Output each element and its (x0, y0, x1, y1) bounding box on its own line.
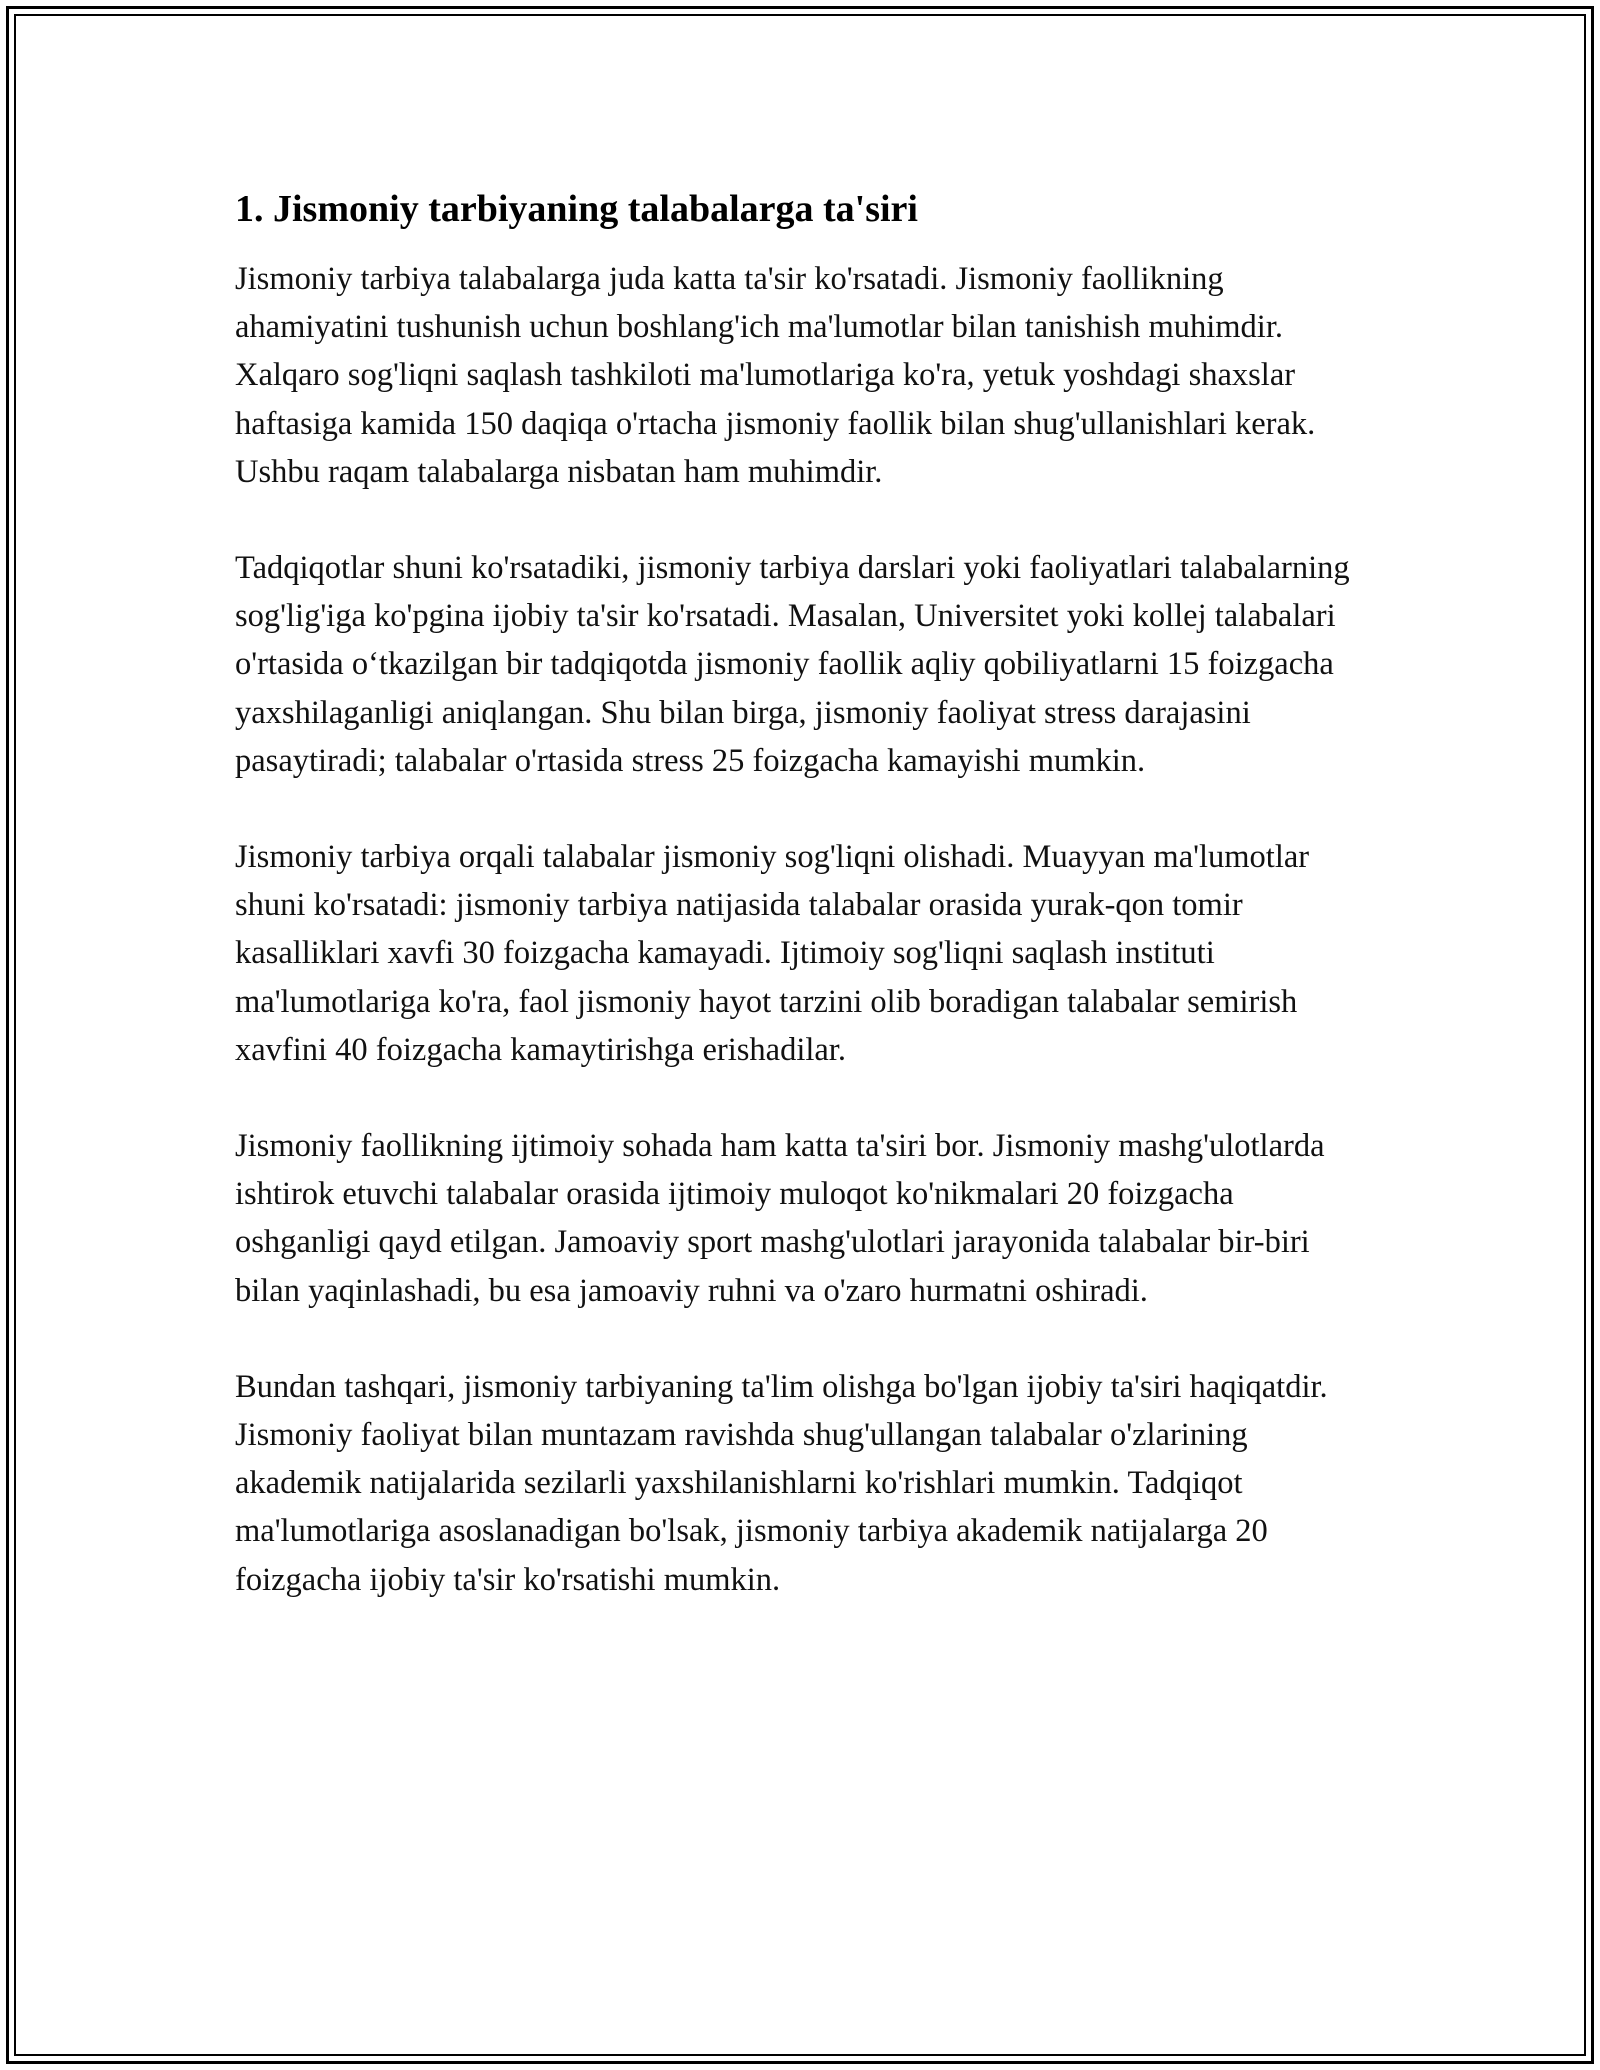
paragraph-social: Jismoniy faollikning ijtimoiy sohada ham katta ta'siri bor. Jismoniy mashg'ulotlarda ishtirok etuvchi talabalar orasida ijtimoiy muloqot ko'nikmalari 20 foizgacha oshganligi qayd etilgan. Jamoaviy sport mashg'ulotlari jarayonida talabalar bir-biri bilan yaqinlashadi, bu esa jamoaviy ruhni va o'zaro hurmatni oshiradi. (235, 1128, 1325, 1309)
paragraph-physical-health: Jismoniy tarbiya orqali talabalar jismoniy sog'liqni olishadi. Muayyan ma'lumotlar shuni ko'rsatadi: jismoniy tarbiya natijasida talabalar orasida yurak-qon tomir kasalliklari xavfi 30 foizgacha kamayadi. Ijtimoiy sog'liqni saqlash instituti ma'lumotlariga ko'ra, faol jismoniy hayot tarzini olib boradigan talabalar semirish xavfini 40 foizgacha kamaytirishga erishadilar. (235, 839, 1310, 1068)
section-heading: 1. Jismoniy tarbiyaning talabalarga ta'siri (235, 188, 918, 230)
paragraph-academic: Bundan tashqari, jismoniy tarbiyaning ta'lim olishga bo'lgan ijobiy ta'siri haqiqatdir. Jismoniy faoliyat bilan muntazam ravishda shug'ullangan talabalar o'zlarining akademik natijalarida sezilarli yaxshilanishlarni ko'rishlari mumkin. Tadqiqot ma'lumotlariga asoslanadigan bo'lsak, jismoniy tarbiya akademik natijalarga 20 foizgacha ijobiy ta'sir ko'rsatishi mumkin. (235, 1368, 1328, 1598)
paragraph-research: Tadqiqotlar shuni ko'rsatadiki, jismoniy tarbiya darslari yoki faoliyatlari talabalarning sog'lig'iga ko'pgina ijobiy ta'sir ko'rsatadi. Masalan, Universitet yoki kollej talabalari o'rtasida o‘tkazilgan bir tadqiqotda jismoniy faollik aqliy qobiliyatlarni 15 foizgacha yaxshilaganligi aniqlangan. Shu bilan birga, jismoniy faoliyat stress darajasini pasaytiradi; talabalar o'rtasida stress 25 foizgacha kamayishi mumkin. (235, 550, 1350, 779)
document-body (235, 185, 1375, 1604)
paragraph-intro: Jismoniy tarbiya talabalarga juda katta ta'sir ko'rsatadi. Jismoniy faollikning ahamiyatini tushunish uchun boshlang'ich ma'lumotlar bilan tanishish muhimdir. Xalqaro sog'liqni saqlash tashkiloti ma'lumotlariga ko'ra, yetuk yoshdagi shaxslar haftasiga kamida 150 daqiqa o'rtacha jismoniy faollik bilan shug'ullanishlari kerak. Ushbu raqam talabalarga nisbatan ham muhimdir. (235, 261, 1316, 490)
